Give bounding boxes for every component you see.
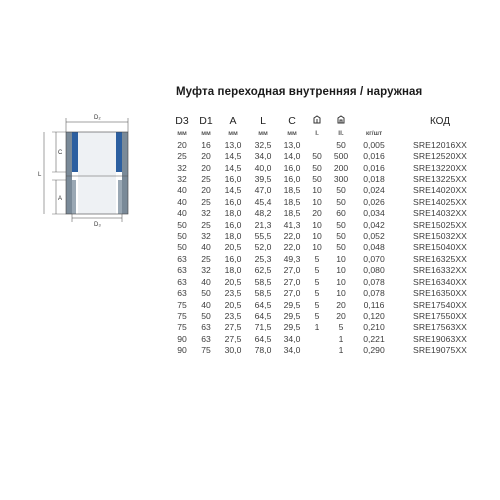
cell-code: SRE16332XX	[412, 265, 468, 276]
cell-c: 18,5	[283, 196, 301, 207]
spigot-left	[72, 180, 76, 214]
cell-d1: 25	[201, 253, 211, 264]
cell-pack-1: 20	[312, 208, 322, 219]
product-title: Муфта переходная внутренняя / наружная	[176, 86, 423, 98]
cell-d3: 63	[177, 265, 187, 276]
cell-d3: 63	[177, 288, 187, 299]
cell-c: 27,0	[283, 288, 301, 299]
cell-d3: 50	[177, 219, 187, 230]
cell-pack-1: 5	[314, 288, 320, 299]
cell-pack-2: 50	[336, 185, 346, 196]
cell-d1: 63	[201, 333, 211, 344]
cell-d1: 40	[201, 276, 211, 287]
bore	[78, 132, 116, 214]
table-row	[170, 185, 486, 196]
unit-code	[394, 128, 486, 139]
cell-a: 16,0	[224, 219, 242, 230]
cell-pack-2: 10	[336, 276, 346, 287]
cell-weight: 0,078	[363, 288, 385, 299]
cell-a: 14,5	[224, 151, 242, 162]
col-header-c: C	[288, 115, 296, 127]
cell-l: 64,5	[254, 333, 272, 344]
cell-weight: 0,018	[363, 174, 385, 185]
cell-code: SRE16340XX	[412, 276, 468, 287]
cell-code: SRE13225XX	[412, 174, 468, 185]
cell-d1: 32	[201, 265, 211, 276]
cell-l: 25,3	[254, 253, 272, 264]
table-row	[170, 231, 486, 242]
cell-pack-2: 50	[336, 219, 346, 230]
cell-pack-2: 10	[336, 288, 346, 299]
cell-c: 22,0	[283, 231, 301, 242]
table-row	[170, 242, 486, 253]
fitting-section-diagram	[36, 108, 146, 228]
cell-a: 23,5	[224, 310, 242, 321]
cell-pack-1: 10	[312, 185, 322, 196]
cell-d1: 50	[201, 310, 211, 321]
cell-weight: 0,048	[363, 242, 385, 253]
body-wall-left	[66, 132, 72, 214]
cell-c: 27,0	[283, 276, 301, 287]
cell-weight: 0,070	[363, 253, 385, 264]
cell-pack-1	[306, 334, 328, 345]
cell-weight: 0,120	[363, 310, 385, 321]
cell-a: 20,5	[224, 299, 242, 310]
unit-pack-1: I.	[315, 130, 319, 138]
cell-code: SRE15025XX	[412, 219, 468, 230]
unit-l: мм	[258, 130, 268, 138]
table-row	[170, 174, 486, 185]
table-row	[170, 334, 486, 345]
body-wall-right	[122, 132, 128, 214]
cell-a: 27,5	[224, 333, 242, 344]
cell-d3: 75	[177, 299, 187, 310]
cell-d1: 63	[201, 322, 211, 333]
cell-code: SRE15040XX	[412, 242, 468, 253]
cell-d3: 25	[177, 151, 187, 162]
cell-code: SRE19063XX	[412, 333, 468, 344]
cell-pack-2: 1	[338, 345, 344, 356]
cell-code: SRE14032XX	[412, 208, 468, 219]
cell-d1: 32	[201, 231, 211, 242]
cell-a: 14,5	[224, 185, 242, 196]
cell-d1: 32	[201, 208, 211, 219]
cell-weight: 0,052	[363, 231, 385, 242]
unit-weight: кг/шт	[365, 130, 383, 138]
cell-code: SRE16350XX	[412, 288, 468, 299]
col-header-d1: D1	[199, 115, 213, 127]
table-row	[170, 151, 486, 162]
cell-code: SRE14025XX	[412, 196, 468, 207]
cell-a: 18,0	[224, 231, 242, 242]
cell-c: 16,0	[283, 162, 301, 173]
cell-d1: 25	[201, 219, 211, 230]
table-row	[170, 254, 486, 265]
cell-code: SRE17540XX	[412, 299, 468, 310]
cell-weight: 0,078	[363, 276, 385, 287]
cell-d1: 16	[201, 139, 211, 150]
col-header-d3: D3	[175, 115, 189, 127]
cell-pack-1: 5	[314, 310, 320, 321]
cell-d1: 50	[201, 288, 211, 299]
cell-c: 34,0	[283, 333, 301, 344]
cell-c: 41,3	[283, 219, 301, 230]
cell-c: 16,0	[283, 174, 301, 185]
cell-weight: 0,080	[363, 265, 385, 276]
cell-pack-1: 5	[314, 253, 320, 264]
cell-code: SRE16325XX	[412, 253, 468, 264]
col-header-l: L	[260, 115, 266, 127]
cell-l: 21,3	[254, 219, 272, 230]
cell-c: 34,0	[283, 345, 301, 356]
cell-pack-2: 50	[336, 242, 346, 253]
col-header-a: A	[229, 115, 237, 127]
cell-d3: 32	[177, 162, 187, 173]
cell-code: SRE12520XX	[412, 151, 468, 162]
cell-d3: 40	[177, 208, 187, 219]
cell-d3: 90	[177, 333, 187, 344]
cell-pack-2: 10	[336, 253, 346, 264]
cell-code: SRE12016XX	[412, 139, 468, 150]
table-row	[170, 322, 486, 333]
cell-pack-2: 20	[336, 310, 346, 321]
cell-d1: 25	[201, 196, 211, 207]
unit-d1: мм	[201, 130, 211, 138]
cell-pack-2: 5	[338, 322, 344, 333]
table-row	[170, 277, 486, 288]
cell-pack-2: 50	[336, 139, 346, 150]
cell-c: 49,3	[283, 253, 301, 264]
cell-weight: 0,024	[363, 185, 385, 196]
cell-pack-1	[306, 140, 328, 151]
cell-a: 27,5	[224, 322, 242, 333]
cell-pack-1: 10	[312, 231, 322, 242]
cell-weight: 0,005	[363, 139, 385, 150]
cell-pack-1: 10	[312, 196, 322, 207]
cell-d1: 20	[201, 162, 211, 173]
cell-pack-1: 50	[312, 162, 322, 173]
cell-d1: 20	[201, 185, 211, 196]
spec-table	[170, 115, 486, 357]
table-row	[170, 288, 486, 299]
cell-d3: 32	[177, 174, 187, 185]
cell-d3: 50	[177, 231, 187, 242]
cell-code: SRE15032XX	[412, 231, 468, 242]
cell-l: 71,5	[254, 322, 272, 333]
cell-d3: 50	[177, 242, 187, 253]
cell-pack-2: 200	[333, 162, 349, 173]
cell-c: 18,5	[283, 185, 301, 196]
a-label: A	[58, 196, 63, 202]
table-row	[170, 220, 486, 231]
package-icon	[306, 115, 328, 128]
table-row	[170, 163, 486, 174]
cell-c: 29,5	[283, 310, 301, 321]
cell-weight: 0,290	[363, 345, 385, 356]
cell-pack-1: 10	[312, 242, 322, 253]
cell-code: SRE19075XX	[412, 345, 468, 356]
cell-pack-2: 60	[336, 208, 346, 219]
cell-l: 48,2	[254, 208, 272, 219]
c-label: C	[58, 150, 63, 156]
cell-d3: 20	[177, 139, 187, 150]
table-row	[170, 345, 486, 356]
cell-c: 29,5	[283, 322, 301, 333]
cell-l: 52,0	[254, 242, 272, 253]
cell-c: 13,0	[283, 139, 301, 150]
cell-a: 16,0	[224, 253, 242, 264]
cell-pack-1	[306, 345, 328, 356]
cell-pack-2: 50	[336, 196, 346, 207]
cell-pack-1: 5	[314, 299, 320, 310]
cell-code: SRE17563XX	[412, 322, 468, 333]
cell-a: 13,0	[224, 139, 242, 150]
cell-weight: 0,116	[363, 299, 385, 310]
cell-pack-2: 10	[336, 265, 346, 276]
cell-weight: 0,042	[363, 219, 385, 230]
cell-a: 16,0	[224, 174, 242, 185]
cell-a: 18,0	[224, 265, 242, 276]
cell-l: 45,4	[254, 196, 272, 207]
cell-a: 23,5	[224, 288, 242, 299]
cell-d3: 63	[177, 253, 187, 264]
cell-a: 14,5	[224, 162, 242, 173]
unit-row	[170, 128, 486, 139]
cell-pack-1: 5	[314, 276, 320, 287]
cell-l: 62,5	[254, 265, 272, 276]
cell-l: 47,0	[254, 185, 272, 196]
unit-pack-2: II.	[338, 130, 344, 138]
box-icon	[328, 115, 354, 128]
cell-c: 27,0	[283, 265, 301, 276]
cell-l: 58,5	[254, 276, 272, 287]
cell-l: 64,5	[254, 299, 272, 310]
cell-pack-2: 20	[336, 299, 346, 310]
unit-c: мм	[287, 130, 297, 138]
cell-weight: 0,016	[363, 162, 385, 173]
cell-c: 18,5	[283, 208, 301, 219]
cell-pack-1: 1	[314, 322, 320, 333]
cell-weight: 0,221	[363, 333, 385, 344]
cell-pack-2: 300	[333, 174, 349, 185]
cell-pack-1: 5	[314, 265, 320, 276]
cell-pack-2: 50	[336, 231, 346, 242]
cell-code: SRE14020XX	[412, 185, 468, 196]
socket-right	[116, 132, 122, 172]
cell-a: 20,5	[224, 276, 242, 287]
cell-c: 29,5	[283, 299, 301, 310]
cell-l: 34,0	[254, 151, 272, 162]
cell-d3: 40	[177, 196, 187, 207]
cell-weight: 0,210	[363, 322, 385, 333]
table-row	[170, 140, 486, 151]
cell-weight: 0,034	[363, 208, 385, 219]
cell-a: 18,0	[224, 208, 242, 219]
cell-d1: 40	[201, 242, 211, 253]
cell-d3: 40	[177, 185, 187, 196]
d3-label: D₃	[94, 222, 101, 228]
cell-l: 58,5	[254, 288, 272, 299]
table-row	[170, 311, 486, 322]
cell-pack-1: 10	[312, 219, 322, 230]
unit-d3: мм	[177, 130, 187, 138]
cell-d1: 25	[201, 174, 211, 185]
cell-pack-1: 50	[312, 174, 322, 185]
cell-pack-2: 500	[333, 151, 349, 162]
cell-l: 40,0	[254, 162, 272, 173]
cell-a: 30,0	[224, 345, 242, 356]
cell-c: 14,0	[283, 151, 301, 162]
table-row	[170, 265, 486, 276]
cell-l: 78,0	[254, 345, 272, 356]
cell-l: 39,5	[254, 174, 272, 185]
cell-pack-2: 1	[338, 333, 344, 344]
cell-weight: 0,016	[363, 151, 385, 162]
cell-l: 55,5	[254, 231, 272, 242]
spec-table-body	[170, 140, 486, 357]
cell-d1: 75	[201, 345, 211, 356]
cell-d3: 75	[177, 322, 187, 333]
cell-code: SRE13220XX	[412, 162, 468, 173]
cell-l: 64,5	[254, 310, 272, 321]
cell-weight: 0,026	[363, 196, 385, 207]
cell-d1: 20	[201, 151, 211, 162]
spigot-right	[118, 180, 122, 214]
header-row	[170, 115, 486, 128]
d2-label: D₂	[94, 115, 101, 121]
socket-left	[72, 132, 78, 172]
cell-a: 20,5	[224, 242, 242, 253]
cell-d1: 40	[201, 299, 211, 310]
cell-a: 16,0	[224, 196, 242, 207]
table-row	[170, 300, 486, 311]
col-header-code: КОД	[429, 116, 451, 127]
cell-c: 22,0	[283, 242, 301, 253]
cell-pack-1: 50	[312, 151, 322, 162]
table-row	[170, 208, 486, 219]
cell-l: 32,5	[254, 139, 272, 150]
cell-d3: 63	[177, 276, 187, 287]
cell-d3: 90	[177, 345, 187, 356]
cell-d3: 75	[177, 310, 187, 321]
cell-code: SRE17550XX	[412, 310, 468, 321]
col-header-weight	[354, 115, 394, 128]
unit-a: мм	[228, 130, 238, 138]
l-label: L	[38, 172, 42, 178]
table-row	[170, 197, 486, 208]
